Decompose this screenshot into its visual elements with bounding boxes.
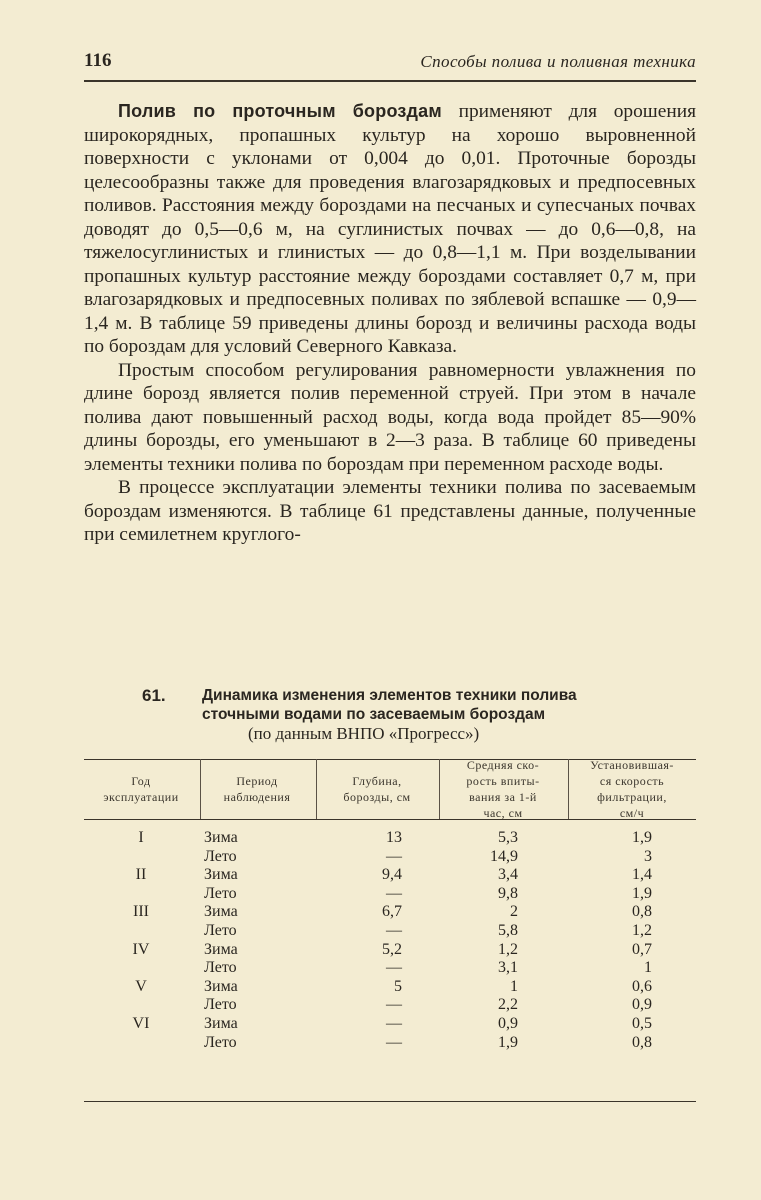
cell-year: III <box>133 903 149 921</box>
cell-infiltration-rate: 2,2 <box>498 996 518 1014</box>
table-header-rule <box>84 819 696 820</box>
book-page <box>84 0 696 1200</box>
cell-depth: — <box>386 1015 402 1032</box>
cell-period: Лето <box>204 922 237 939</box>
paragraph-3: В процессе эксплуатации элементы техники полива по засеваемым бороздам изменяются. В таблице 61 представлены данные, полученные при семилетнем круглого- <box>84 477 696 545</box>
cell-period: Зима <box>204 1015 238 1032</box>
cell-infiltration-rate: 3,1 <box>498 959 518 977</box>
paragraph-1-text: применяют для орошения широкорядных, пропашных культур на хорошо выровненной поверхности с уклонами от 0,004 до 0,01. Проточные борозды целесообразны также для проведения влагозарядковых и предпосевных поливов. Расстояния между бороздами на песчаных и супесчаных почвах доводят до 0,5—0,6 м, на суглинистых почвах — до 0,6—0,8, на тяжелосуглинистых и глинистых — до 0,8—1,1 м. При возделывании пропашных культур расстояние между бороздами составляет 0,7 м, при влагозарядковых и предпосевных поливах по зяблевой вспашке — 0,9—1,4 м. В таблице 59 приведены длины борозд и величины расхода воды по бороздам для условий Северного Кавказа. <box>84 101 696 357</box>
header-rule <box>84 80 696 82</box>
body-text <box>84 100 696 547</box>
cell-depth: — <box>386 922 402 939</box>
cell-infiltration-rate: 1,2 <box>498 940 518 958</box>
cell-year: II <box>135 866 147 884</box>
cell-infiltration-rate: 1,9 <box>498 1033 518 1051</box>
cell-period: Зима <box>204 903 238 921</box>
table-number: 61. <box>142 686 166 705</box>
cell-filtration: 0,6 <box>632 977 652 995</box>
cell-year: V <box>135 977 147 995</box>
table-bottom-rule <box>84 1101 696 1102</box>
header-rate: Средняя ско- рость впиты- вания за 1-й час, см <box>466 758 540 820</box>
cell-depth: 6,7 <box>382 903 402 921</box>
cell-filtration: 0,9 <box>632 996 652 1014</box>
cell-period: Зима <box>204 866 238 884</box>
header-depth: Глубина, борозды, см <box>343 774 411 804</box>
cell-period: Зима <box>204 940 238 958</box>
cell-filtration: 1,2 <box>632 922 652 939</box>
cell-year: VI <box>132 1015 150 1032</box>
cell-period: Лето <box>204 959 237 977</box>
cell-depth: 5,2 <box>382 940 402 958</box>
table-title-line-2: сточными водами по засеваемым бороздам <box>202 706 546 723</box>
cell-filtration: 0,7 <box>632 940 652 958</box>
cell-depth: — <box>386 884 402 902</box>
cell-period: Лето <box>204 884 237 902</box>
cell-period: Лето <box>204 1033 237 1051</box>
cell-infiltration-rate: 5,3 <box>498 829 518 846</box>
cell-filtration: 1,9 <box>632 829 652 846</box>
cell-year: I <box>138 829 144 846</box>
paragraph-1-lead: Полив по проточным бороздам <box>118 101 442 121</box>
cell-depth: — <box>386 959 402 977</box>
paragraph-2: Простым способом регулирования равномерности увлажнения по длине борозд является полив переменной струей. При этом в начале полива дают повышенный расход воды, когда вода пройдет 85—90% длины борозды, его уменьшают в 2—3 раза. В таблице 60 приведены элементы техники полива по бороздам при переменном расходе воды. <box>84 359 696 475</box>
cell-filtration: 1,4 <box>632 866 652 884</box>
cell-filtration: 0,8 <box>632 903 652 921</box>
cell-infiltration-rate: 0,9 <box>498 1015 518 1032</box>
cell-depth: 9,4 <box>382 866 402 884</box>
page-header <box>84 46 696 76</box>
cell-infiltration-rate: 5,8 <box>498 922 518 939</box>
cell-depth: 5 <box>394 977 402 995</box>
page-number: 116 <box>84 50 112 71</box>
cell-period: Лето <box>204 996 237 1014</box>
cell-period: Лето <box>204 847 237 865</box>
running-title: Способы полива и поливная техника <box>420 52 696 71</box>
table-source: (по данным ВНПО «Прогресс») <box>248 724 480 743</box>
cell-filtration: 1 <box>644 959 652 977</box>
table-title-line-1: Динамика изменения элементов техники полива <box>202 687 577 704</box>
header-year: Год эксплуатации <box>103 774 179 804</box>
paragraph-1 <box>84 100 696 359</box>
cell-filtration: 3 <box>644 847 652 865</box>
cell-year: IV <box>132 940 150 958</box>
cell-period: Зима <box>204 977 238 995</box>
cell-infiltration-rate: 1 <box>510 977 518 995</box>
header-period: Период наблюдения <box>223 774 291 804</box>
cell-depth: — <box>386 1033 402 1051</box>
cell-infiltration-rate: 3,4 <box>498 866 518 884</box>
cell-filtration: 1,9 <box>632 884 652 902</box>
cell-period: Зима <box>204 829 238 846</box>
cell-depth: 13 <box>386 829 402 846</box>
header-filtration: Установившая- ся скорость фильтрации, см/ч <box>590 758 674 820</box>
cell-filtration: 0,8 <box>632 1033 652 1051</box>
cell-depth: — <box>386 847 402 865</box>
cell-infiltration-rate: 9,8 <box>498 884 518 902</box>
cell-infiltration-rate: 14,9 <box>490 847 518 865</box>
cell-filtration: 0,5 <box>632 1015 652 1032</box>
cell-depth: — <box>386 996 402 1014</box>
cell-infiltration-rate: 2 <box>510 903 518 921</box>
